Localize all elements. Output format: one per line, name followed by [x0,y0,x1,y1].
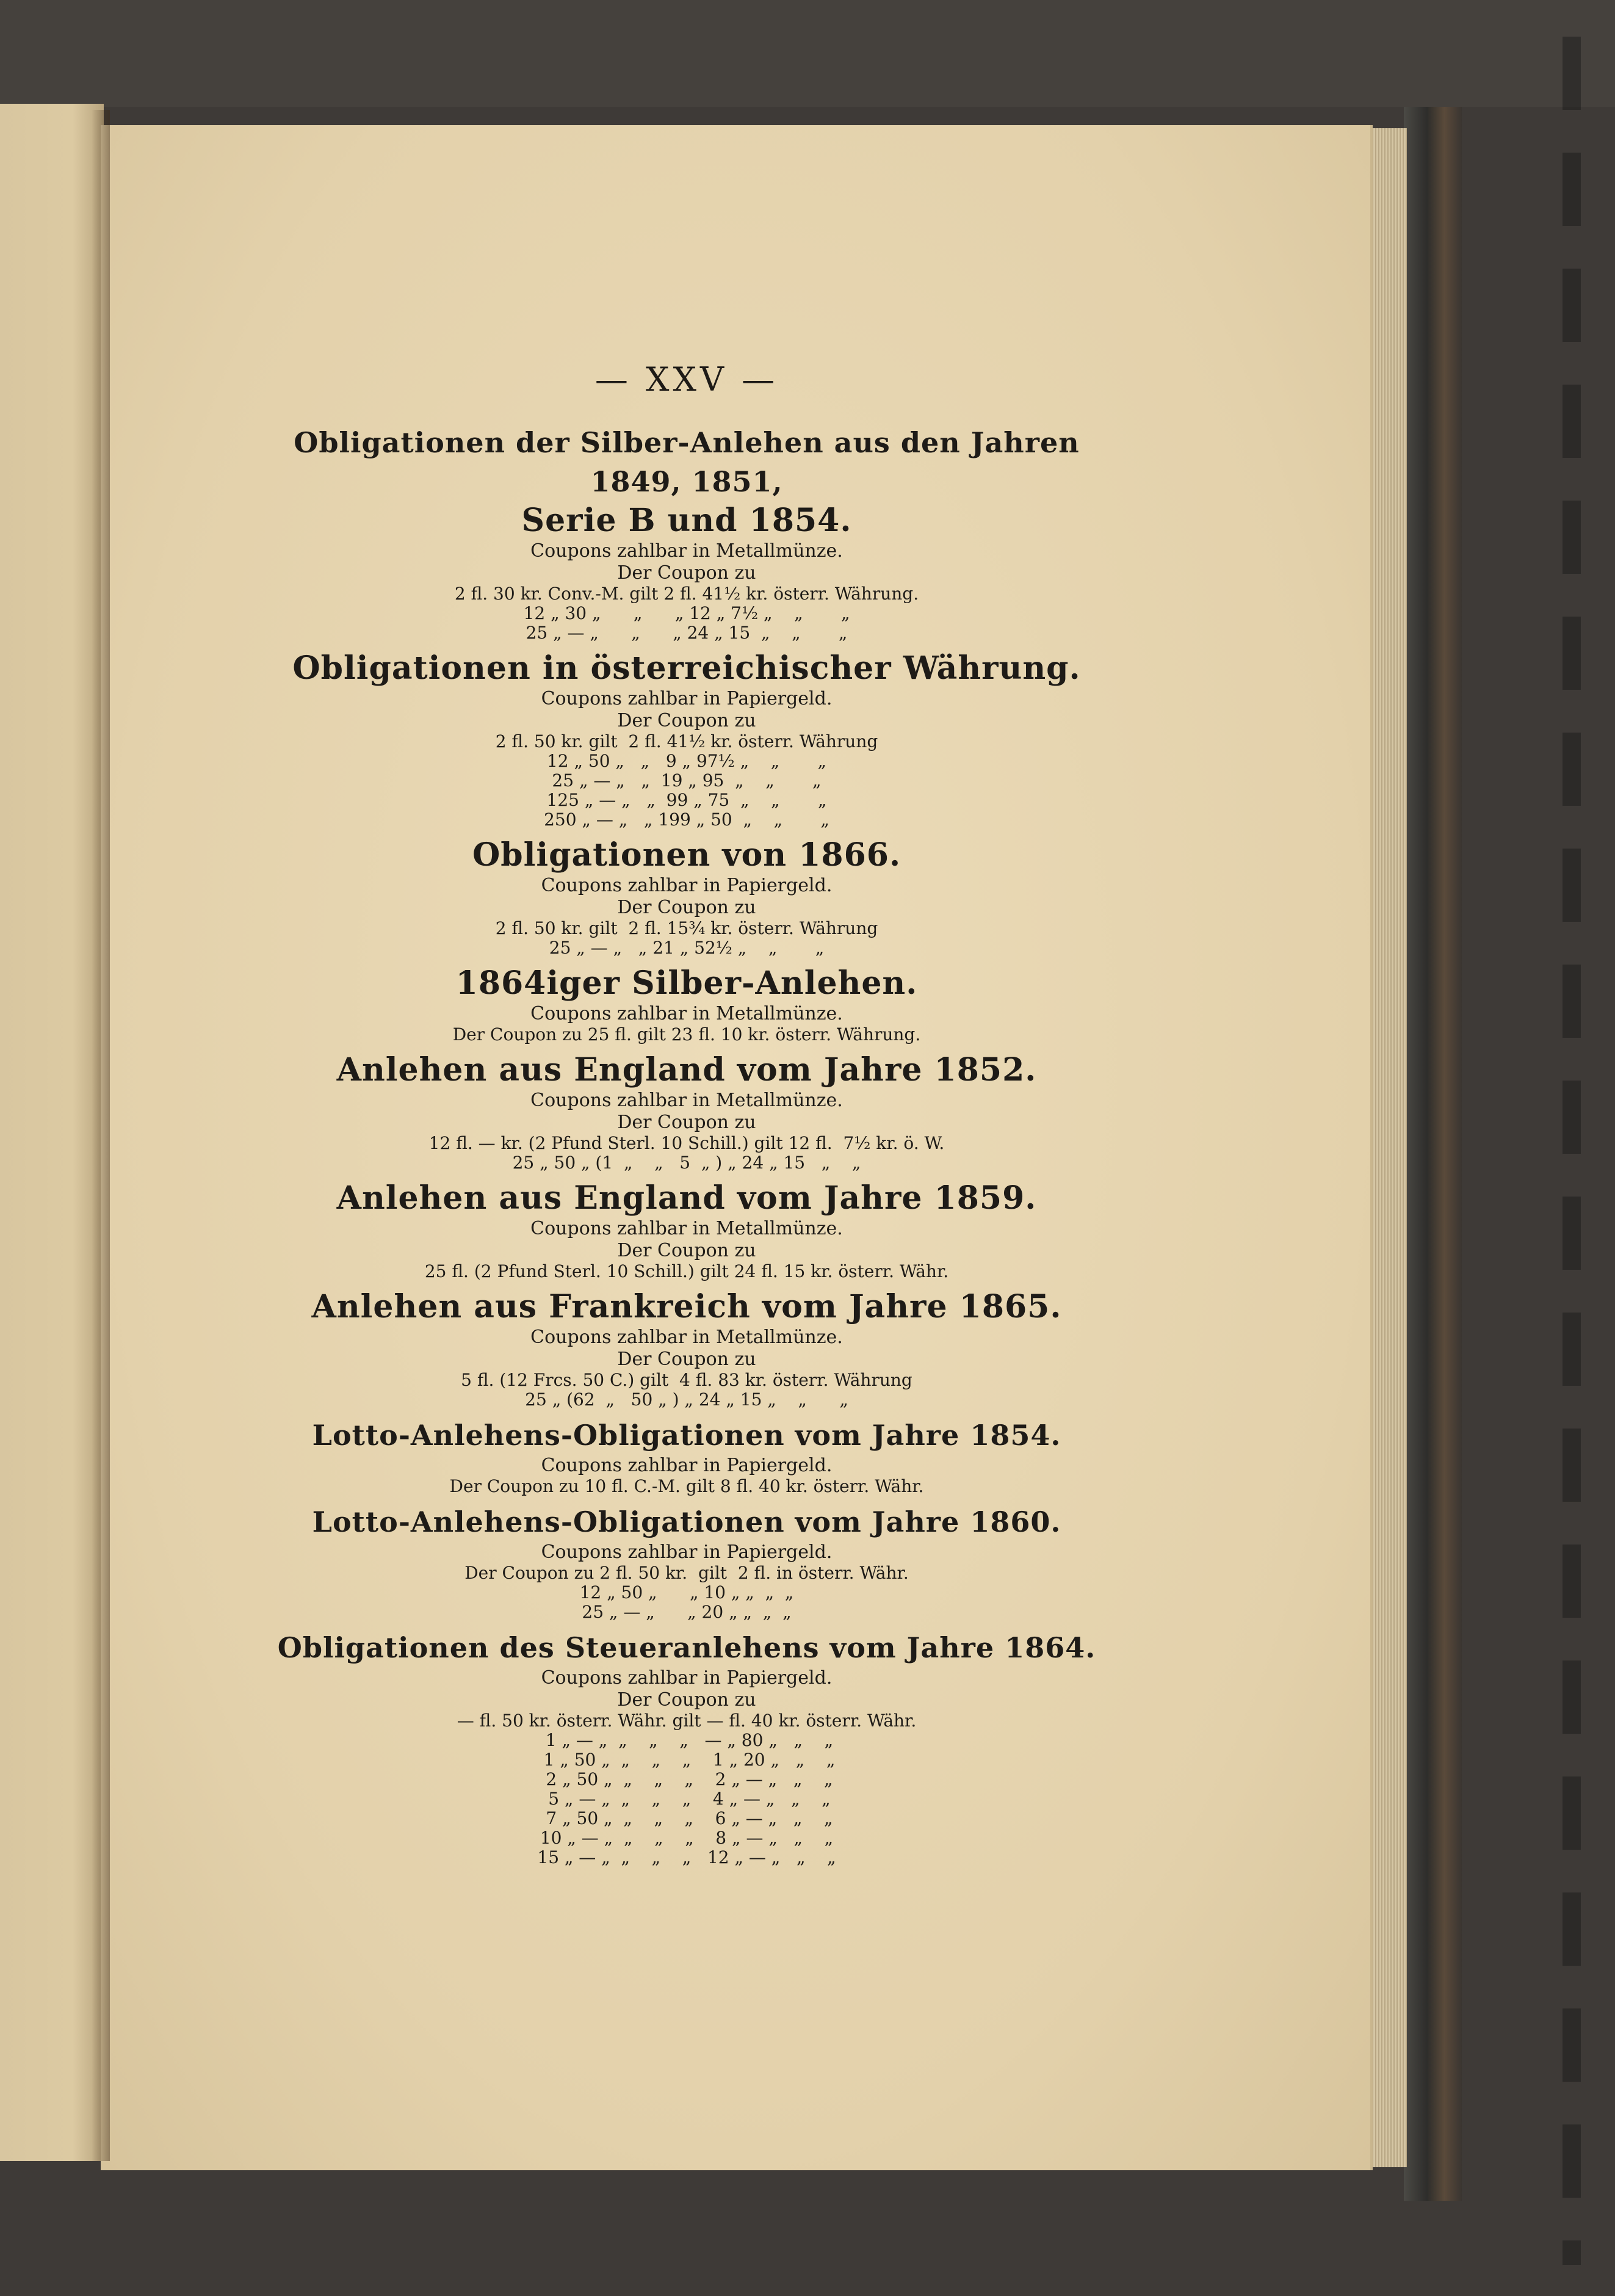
rate-row: 25 „ — „ „ 21 „ 52½ „ „ „ [549,938,825,958]
coupon-intro: Der Coupon zu [617,1689,756,1711]
rate-row: 5 „ — „ „ „ „ 4 „ — „ „ „ [543,1789,831,1809]
section-title: Obligationen von 1866. [472,836,901,874]
rate-row: 12 „ 50 „ „ 9 „ 97½ „ „ „ [546,751,827,771]
coupons-note: Coupons zahlbar in Metallmünze. [530,1218,843,1239]
rate-row: 250 „ — „ „ 199 „ 50 „ „ „ [544,809,829,830]
section-title: Lotto-Anlehens-Obligationen vom Jahre 1854. [312,1419,1061,1452]
coupons-note: Coupons zahlbar in Papiergeld. [541,688,833,709]
section-title: Anlehen aus England vom Jahre 1852. [336,1051,1037,1088]
section-1 [269,649,1105,830]
section-title: 1864iger Silber-Anlehen. [455,965,918,1002]
rate-row: 25 „ — „ „ 19 „ 95 „ „ „ [552,770,822,791]
rate-row: 2 „ 50 „ „ „ „ 2 „ — „ „ „ [540,1769,833,1789]
coupon-intro: Der Coupon zu [617,562,756,584]
coupon-intro: Der Coupon zu [617,1112,756,1133]
section-2 [269,836,1105,958]
coupons-note: Coupons zahlbar in Papiergeld. [541,1667,833,1689]
left-page-edge [0,104,104,2161]
rate-row: 25 „ (62 „ 50 „ ) „ 24 „ 15 „ „ „ [525,1389,848,1410]
sections-list [269,423,1105,1867]
section-title: Lotto-Anlehens-Obligationen vom Jahre 1860. [312,1505,1061,1538]
rate-row: 5 fl. (12 Frcs. 50 C.) gilt 4 fl. 83 kr. österr. Währung [461,1370,912,1390]
rate-row: 2 fl. 30 kr. Conv.-M. gilt 2 fl. 41½ kr. österr. Währung. [454,584,919,604]
rate-row: Der Coupon zu 25 fl. gilt 23 fl. 10 kr. österr. Währung. [452,1024,921,1045]
rate-row: Der Coupon zu 2 fl. 50 kr. gilt 2 fl. in österr. Währ. [464,1563,909,1583]
section-3 [269,964,1105,1045]
section-9 [269,1628,1105,1867]
coupon-intro: Der Coupon zu [617,710,756,731]
coupons-note: Coupons zahlbar in Metallmünze. [530,1003,843,1024]
rate-row: 2 fl. 50 kr. gilt 2 fl. 41½ kr. österr. Währung [495,731,878,751]
section-title: Obligationen in österreichischer Währung. [292,650,1081,687]
section-title: Obligationen der Silber-Anlehen aus den Jahren 1849, 1851, [294,426,1080,498]
section-4 [269,1051,1105,1173]
rate-row: 12 „ 30 „ „ „ 12 „ 7½ „ „ „ [523,603,850,623]
page-content [269,360,1105,1874]
rate-row: 15 „ — „ „ „ „ 12 „ — „ „ „ [537,1847,836,1867]
section-0 [269,423,1105,643]
coupons-note: Coupons zahlbar in Papiergeld. [541,1541,833,1563]
rate-row: 12 fl. — kr. (2 Pfund Sterl. 10 Schill.) gilt 12 fl. 7½ kr. ö. W. [428,1133,945,1153]
rate-row: 25 „ — „ „ „ 24 „ 15 „ „ „ [526,623,848,643]
coupon-intro: Der Coupon zu [617,897,756,918]
rate-row: 1 „ 50 „ „ „ „ 1 „ 20 „ „ „ [538,1750,836,1770]
coupons-note: Coupons zahlbar in Metallmünze. [530,1090,843,1111]
section-5 [269,1179,1105,1281]
background-top [0,0,1615,107]
rate-row: Der Coupon zu 10 fl. C.-M. gilt 8 fl. 40 kr. österr. Währ. [449,1476,924,1496]
section-title-line2: Serie B und 1854. [521,502,852,539]
section-title: Obligationen des Steueranlehens vom Jahre 1864. [277,1631,1096,1664]
rate-row: 7 „ 50 „ „ „ „ 6 „ — „ „ „ [540,1808,833,1828]
coupon-intro: Der Coupon zu [617,1349,756,1370]
ruler-strip [1563,37,1581,2265]
rate-row: 25 „ 50 „ (1 „ „ 5 „ ) „ 24 „ 15 „ „ [512,1153,861,1173]
rate-row: 25 fl. (2 Pfund Sterl. 10 Schill.) gilt 24 fl. 15 kr. österr. Währ. [424,1261,949,1281]
rate-row: 12 „ 50 „ „ 10 „ „ „ „ [579,1582,794,1602]
coupons-note: Coupons zahlbar in Papiergeld. [541,875,833,896]
section-title: Anlehen aus England vom Jahre 1859. [336,1179,1037,1217]
coupons-note: Coupons zahlbar in Metallmünze. [530,1327,843,1348]
page-stack-edge [1370,128,1407,2167]
rate-row: — fl. 50 kr. österr. Währ. gilt — fl. 40 kr. österr. Währ. [457,1711,917,1731]
rate-row: 10 „ — „ „ „ „ 8 „ — „ „ „ [540,1828,834,1848]
coupon-intro: Der Coupon zu [617,1240,756,1261]
coupons-note: Coupons zahlbar in Metallmünze. [530,540,843,562]
section-6 [269,1287,1105,1410]
book-cover-edge [1404,107,1462,2201]
spine-shadow [92,110,110,2161]
rate-row: 125 „ — „ „ 99 „ 75 „ „ „ [546,790,827,810]
rate-row: 25 „ — „ „ 20 „ „ „ „ [582,1602,792,1622]
rate-row: 1 „ — „ „ „ „ — „ 80 „ „ „ [540,1730,834,1750]
rate-row: 2 fl. 50 kr. gilt 2 fl. 15¾ kr. österr. Währung [495,918,878,938]
coupons-note: Coupons zahlbar in Papiergeld. [541,1455,833,1476]
section-8 [269,1502,1105,1622]
section-7 [269,1416,1105,1496]
page-number: — XXV — [594,360,779,399]
section-title: Anlehen aus Frankreich vom Jahre 1865. [311,1288,1062,1325]
